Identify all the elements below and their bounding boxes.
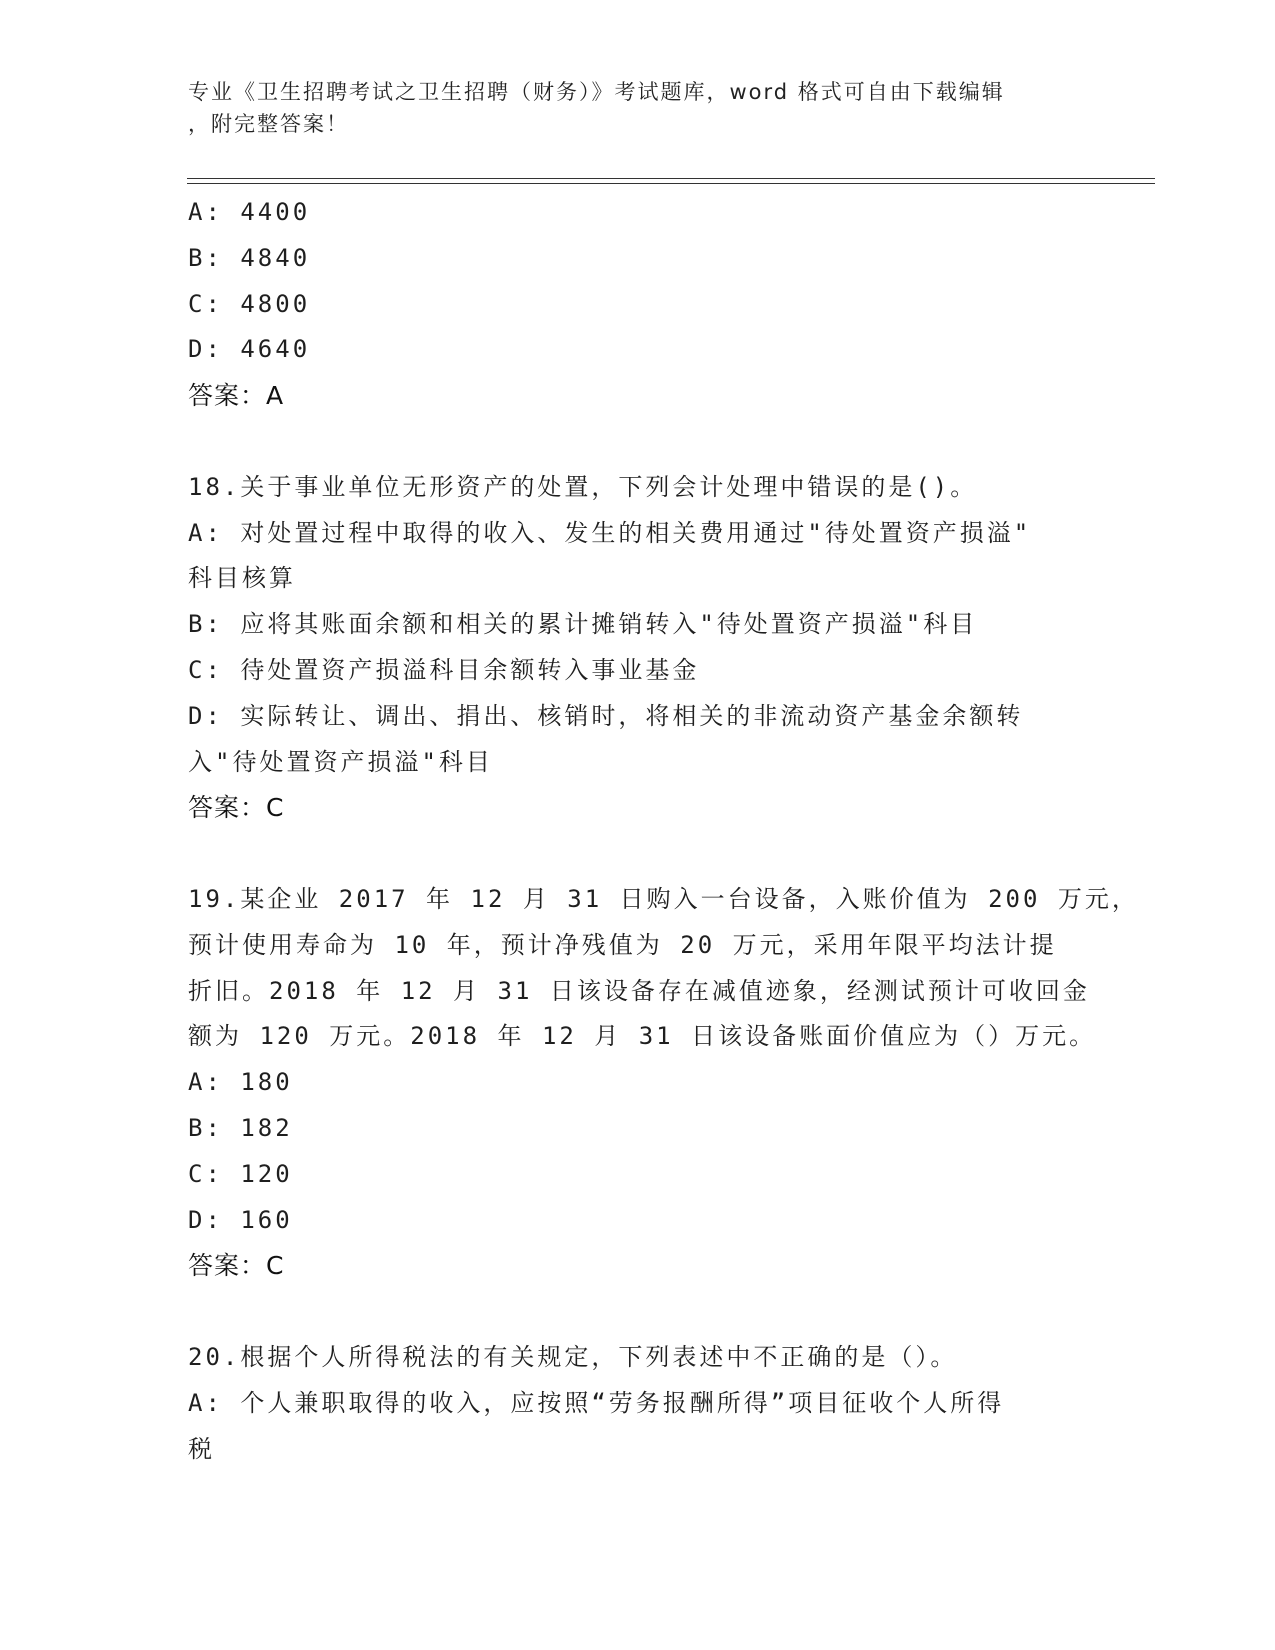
option-b: B: 应将其账面余额和相关的累计摊销转入"待处置资产损溢"科目 [188, 610, 978, 639]
question-19 [188, 877, 1139, 1289]
option-c: C: 4800 [188, 289, 311, 318]
question-stem-continued: 折旧。2018 年 12 月 31 日该设备存在减值迹象，经测试预计可收回金 [188, 976, 1090, 1005]
option-d: D: 实际转让、调出、捐出、核销时，将相关的非流动资产基金余额转 [188, 701, 1024, 730]
option-c: C: 120 [188, 1159, 293, 1188]
option-b: B: 4840 [188, 243, 311, 272]
header-line-1: 专业《卫生招聘考试之卫生招聘（财务）》考试题库，word 格式可自由下载编辑 [188, 80, 1005, 104]
header-line-2: ，附完整答案！ [188, 112, 349, 136]
option-c: C: 待处置资产损溢科目余额转入事业基金 [188, 655, 700, 684]
question-stem: 19.某企业 2017 年 12 月 31 日购入一台设备，入账价值为 200 万元， [188, 884, 1139, 913]
option-d: D: 4640 [188, 335, 311, 364]
document-header [188, 76, 1088, 140]
answer-line: 答案：C [188, 1251, 285, 1281]
option-a: A: 对处置过程中取得的收入、发生的相关费用通过"待处置资产损溢" [188, 518, 1032, 547]
option-a-continued: 税 [188, 1434, 215, 1463]
header-divider-top [187, 178, 1155, 179]
question-18 [188, 465, 1088, 831]
option-a: A: 4400 [188, 198, 311, 226]
option-b: B: 182 [188, 1113, 293, 1142]
question-stem-continued: 额为 120 万元。2018 年 12 月 31 日该设备账面价值应为（）万元。 [188, 1022, 1097, 1051]
question-stem-continued: 预计使用寿命为 10 年，预计净残值为 20 万元，采用年限平均法计提 [188, 930, 1057, 959]
spacer [188, 419, 1088, 465]
question-17 [188, 190, 1088, 419]
answer-line: 答案：C [188, 793, 285, 823]
question-stem: 20.根据个人所得税法的有关规定，下列表述中不正确的是（）。 [188, 1342, 958, 1371]
option-a-continued: 科目核算 [188, 564, 296, 593]
spacer [188, 1289, 1088, 1335]
header-divider-bottom [187, 183, 1155, 184]
answer-line: 答案：A [188, 381, 285, 411]
spacer [188, 831, 1088, 877]
option-d: D: 160 [188, 1205, 293, 1234]
option-d-continued: 入"待处置资产损溢"科目 [188, 747, 493, 776]
question-list [188, 190, 1139, 1472]
option-a: A: 个人兼职取得的收入，应按照“劳务报酬所得”项目征收个人所得 [188, 1388, 1005, 1417]
option-a: A: 180 [188, 1068, 293, 1097]
question-20 [188, 1335, 1088, 1472]
question-stem: 18.关于事业单位无形资产的处置，下列会计处理中错误的是()。 [188, 472, 978, 501]
